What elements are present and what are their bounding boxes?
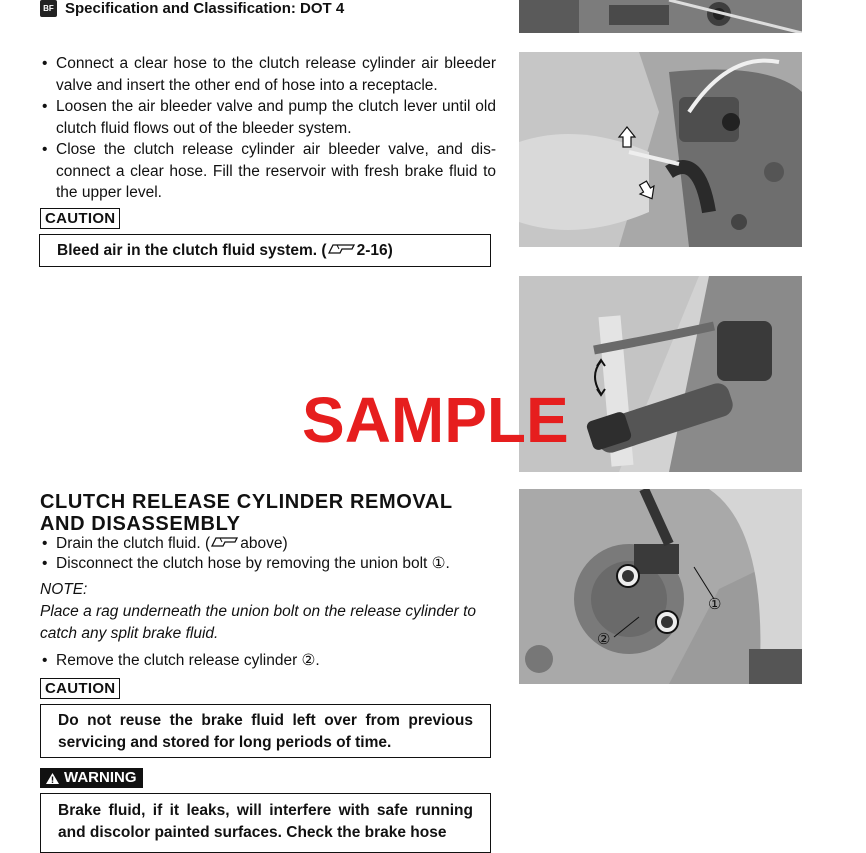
list-item: • Disconnect the clutch hose by removing the union bolt ①.	[40, 554, 500, 574]
section-heading	[40, 491, 453, 535]
caution-box: Do not reuse the brake fluid left over from previous servicing and stored for long periods of time.	[40, 704, 491, 758]
list-item	[40, 534, 500, 554]
reference-hand-icon	[327, 240, 357, 262]
removal-steps-list-2	[40, 650, 500, 672]
heading-line-2: AND DISASSEMBLY	[40, 513, 241, 535]
note-text: Place a rag underneath the union bolt on the release cylinder to catch any split brake fluid.	[40, 603, 477, 642]
reference-hand-icon	[210, 534, 240, 554]
list-item: • Loosen the air bleeder valve and pump the clutch lever until old clutch fluid flows out of the bleeder system.	[40, 96, 496, 139]
callout-two: ②	[597, 631, 611, 648]
caution-label: CAUTION	[40, 208, 120, 229]
warning-label-text: WARNING	[64, 769, 137, 786]
heading-line-1: CLUTCH RELEASE CYLINDER REMOVAL	[40, 491, 453, 513]
list-item: • Connect a clear hose to the clutch release cylinder air bleeder valve and insert the other end of hose into a receptacle.	[40, 53, 496, 96]
spec-text: Specification and Classification: DOT 4	[65, 0, 345, 17]
list-item-ref: above)	[240, 535, 288, 552]
list-item-text: Drain the clutch fluid. (	[56, 535, 211, 552]
caution-label: CAUTION	[40, 678, 120, 699]
callout-one: ①	[708, 596, 722, 613]
sample-watermark: SAMPLE	[302, 384, 569, 456]
spec-line	[40, 0, 344, 17]
photo-bleeder-valve	[519, 52, 802, 247]
bleed-steps-list	[40, 53, 496, 204]
removal-steps-list	[40, 534, 500, 574]
warning-box: Brake fluid, if it leaks, will interfere with safe running and discolor painted surfaces. Check the brake hose	[40, 793, 491, 853]
caution-text: Bleed air in the clutch fluid system. (	[57, 242, 327, 259]
photo-top	[519, 0, 802, 33]
warning-label	[40, 768, 143, 788]
list-item: • Close the clutch release cylinder air bleeder valve, and dis-connect a clear hose. Fill the reservoir with fresh brake fluid to the upper level.	[40, 139, 496, 204]
warning-triangle-icon	[45, 772, 60, 785]
caution-box	[39, 234, 491, 267]
list-item: • Remove the clutch release cylinder ②.	[40, 650, 500, 672]
photo-release-cylinder	[519, 489, 802, 684]
caution-ref: 2-16)	[356, 242, 393, 259]
bf-icon: BF	[40, 0, 57, 17]
note-label: NOTE:	[40, 581, 88, 598]
